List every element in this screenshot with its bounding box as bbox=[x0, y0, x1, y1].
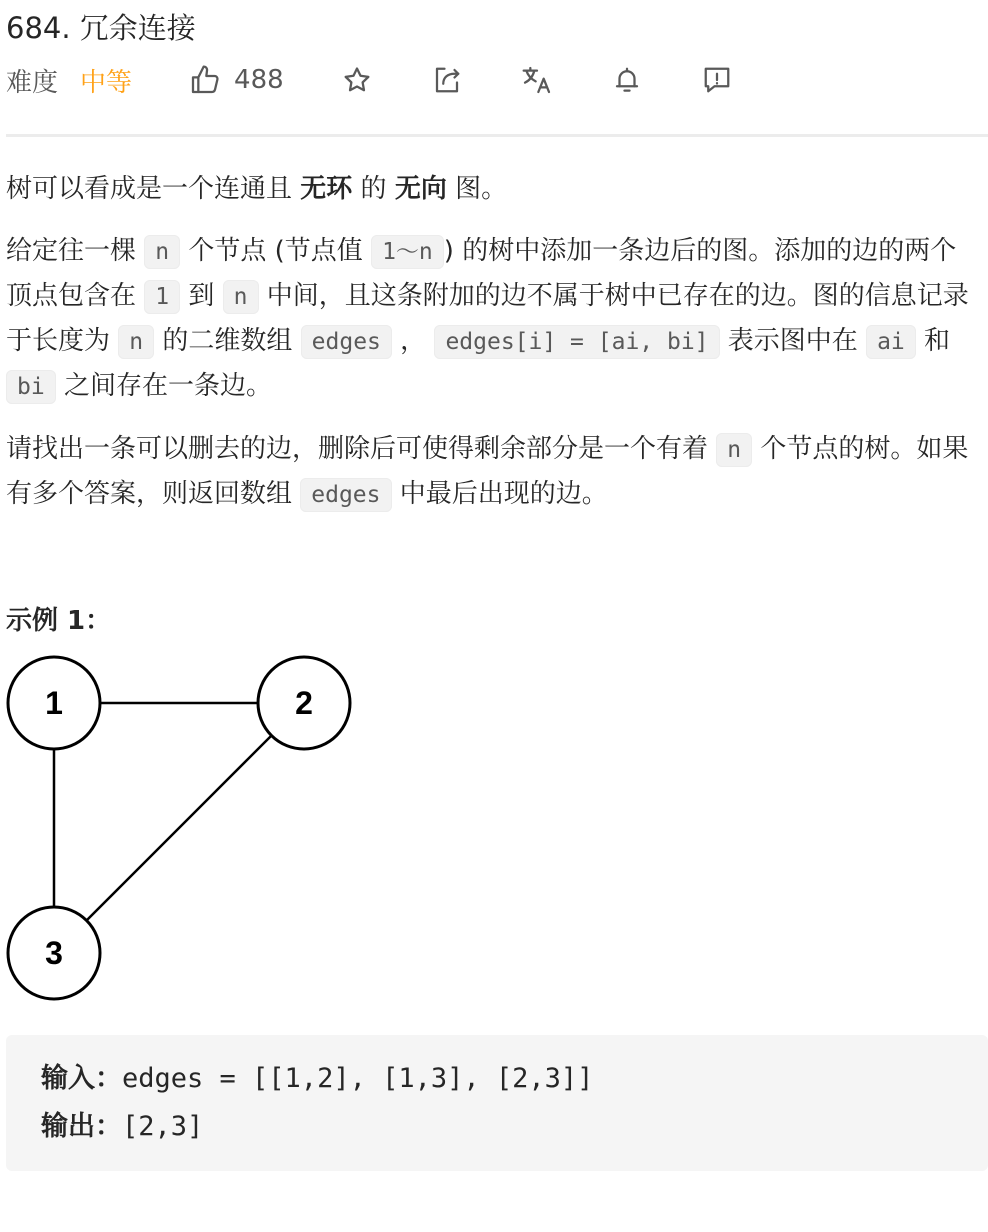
inline-code: ai bbox=[866, 325, 916, 359]
difficulty-label: 难度 bbox=[6, 67, 59, 98]
problem-title: 684. 冗余连接 bbox=[6, 11, 196, 45]
inline-code: 1～n bbox=[371, 235, 444, 269]
problem-meta-bar bbox=[6, 52, 988, 108]
like-count: 488 bbox=[234, 65, 284, 95]
inline-code: edges bbox=[300, 478, 391, 512]
graph-node-3 bbox=[8, 907, 100, 999]
svg-text:3: 3 bbox=[45, 935, 63, 971]
description-paragraph-1: 树可以看成是一个连通且 无环 的 无向 图。 bbox=[6, 174, 508, 204]
inline-code: bi bbox=[6, 370, 56, 404]
inline-code: n bbox=[716, 433, 752, 467]
bell-icon[interactable] bbox=[610, 63, 644, 97]
problem-page bbox=[0, 6, 988, 1171]
example-graph bbox=[6, 651, 366, 1001]
svg-text:2: 2 bbox=[295, 685, 313, 721]
share-icon[interactable] bbox=[430, 63, 464, 97]
inline-code: edges[i] = [ai, bi] bbox=[434, 325, 719, 359]
example-title: 示例 1： bbox=[6, 606, 112, 636]
example-io-block bbox=[6, 1035, 988, 1171]
translate-icon[interactable] bbox=[520, 63, 554, 97]
inline-code: 1 bbox=[144, 280, 180, 314]
inline-code: edges bbox=[301, 325, 392, 359]
like-icon bbox=[188, 63, 222, 97]
star-icon[interactable] bbox=[340, 63, 374, 97]
description-paragraph-2: 给定往一棵 n 个节点 (节点值 1～n ) 的树中添加一条边后的图。添加的边的两个顶点包含在 1 到 n 中间，且这条附加的边不属于树中已存在的边。图的信息记录于长度为 n 的二维数组 edges ， edges[i] = [ai, bi] 表示图中在 ai 和 bi 之间存在一条边。 bbox=[6, 229, 981, 409]
example-output-line: 输出：[2,3] bbox=[41, 1111, 204, 1142]
inline-code: n bbox=[118, 325, 154, 359]
like-button[interactable] bbox=[188, 63, 284, 97]
description-paragraph-3: 请找出一条可以删去的边，删除后可使得剩余部分是一个有着 n 个节点的树。如果有多个答案，则返回数组 edges 中最后出现的边。 bbox=[6, 427, 981, 517]
example-input-line: 输入：edges = [[1,2], [1,3], [2,3]] bbox=[41, 1063, 594, 1094]
graph-edge-2-3 bbox=[54, 703, 304, 953]
difficulty-badge: 中等 bbox=[80, 67, 133, 98]
svg-text:1: 1 bbox=[45, 685, 63, 721]
header-divider bbox=[6, 134, 988, 137]
feedback-icon[interactable] bbox=[700, 63, 734, 97]
inline-code: n bbox=[223, 280, 259, 314]
inline-code: n bbox=[144, 235, 180, 269]
graph-node-2 bbox=[258, 657, 350, 749]
graph-node-1 bbox=[8, 657, 100, 749]
